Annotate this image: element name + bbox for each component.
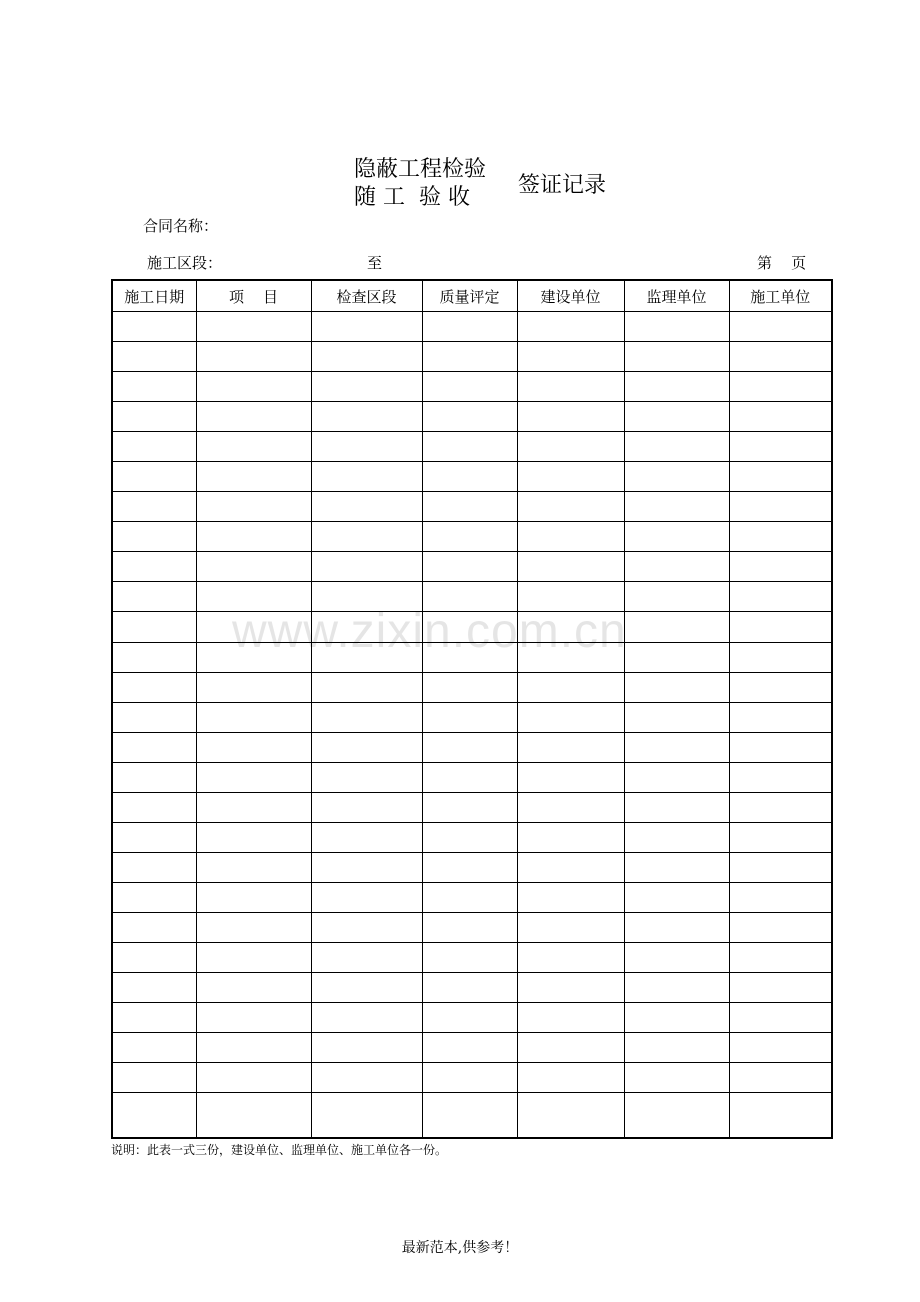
table-cell[interactable] — [112, 1003, 196, 1033]
table-cell[interactable] — [196, 432, 311, 462]
table-cell[interactable] — [422, 432, 517, 462]
table-row — [112, 973, 832, 1003]
table-cell[interactable] — [729, 1033, 832, 1063]
table-cell[interactable] — [112, 792, 196, 822]
table-cell[interactable] — [196, 852, 311, 882]
table-cell[interactable] — [624, 1033, 729, 1063]
table-cell[interactable] — [517, 462, 624, 492]
table-cell[interactable] — [729, 702, 832, 732]
table-cell[interactable] — [196, 702, 311, 732]
header-item: 项 目 — [196, 280, 311, 312]
table-cell[interactable] — [517, 1033, 624, 1063]
table-cell[interactable] — [422, 882, 517, 912]
table-cell[interactable] — [311, 492, 422, 522]
table-cell[interactable] — [729, 672, 832, 702]
table-cell[interactable] — [624, 1003, 729, 1033]
table-cell[interactable] — [422, 552, 517, 582]
table-row — [112, 402, 832, 432]
table-cell[interactable] — [517, 642, 624, 672]
table-cell[interactable] — [196, 1033, 311, 1063]
table-row — [112, 852, 832, 882]
table-cell[interactable] — [624, 852, 729, 882]
table-cell[interactable] — [517, 762, 624, 792]
table-cell[interactable] — [517, 672, 624, 702]
table-cell[interactable] — [311, 702, 422, 732]
table-row — [112, 672, 832, 702]
table-cell[interactable] — [112, 852, 196, 882]
note-text: 说明：此表一式三份，建设单位、监理单位、施工单位各一份。 — [111, 1143, 448, 1157]
table-cell[interactable] — [729, 582, 832, 612]
table-cell[interactable] — [517, 402, 624, 432]
table-cell[interactable] — [112, 522, 196, 552]
table-cell[interactable] — [422, 312, 517, 342]
table-cell[interactable] — [517, 342, 624, 372]
table-cell[interactable] — [624, 312, 729, 342]
table-cell[interactable] — [624, 732, 729, 762]
table-cell[interactable] — [517, 612, 624, 642]
table-cell[interactable] — [624, 822, 729, 852]
table-cell[interactable] — [311, 582, 422, 612]
table-cell[interactable] — [729, 732, 832, 762]
table-row — [112, 822, 832, 852]
table-cell[interactable] — [196, 672, 311, 702]
table-cell[interactable] — [311, 822, 422, 852]
table-row — [112, 792, 832, 822]
table-row — [112, 912, 832, 942]
table-cell[interactable] — [311, 792, 422, 822]
table-cell[interactable] — [624, 973, 729, 1003]
table-cell[interactable] — [112, 973, 196, 1003]
table-cell[interactable] — [624, 342, 729, 372]
form-title — [354, 152, 624, 212]
table-cell[interactable] — [422, 942, 517, 972]
table-cell[interactable] — [311, 642, 422, 672]
table-cell[interactable] — [311, 942, 422, 972]
table-cell[interactable] — [624, 672, 729, 702]
table-cell[interactable] — [311, 1063, 422, 1093]
table-cell[interactable] — [311, 342, 422, 372]
table-cell[interactable] — [311, 672, 422, 702]
table-cell[interactable] — [196, 462, 311, 492]
table-cell[interactable] — [112, 672, 196, 702]
table-row — [112, 492, 832, 522]
table-row — [112, 762, 832, 792]
table-cell[interactable] — [422, 612, 517, 642]
table-cell[interactable] — [112, 732, 196, 762]
table-cell[interactable] — [517, 1063, 624, 1093]
section-label: 施工区段： — [147, 254, 223, 272]
title-line-1: 隐蔽工程检验 — [354, 157, 487, 182]
header-section: 检查区段 — [311, 280, 422, 312]
footer-text: 最新范本,供参考！ — [401, 1240, 519, 1256]
table-cell[interactable] — [196, 312, 311, 342]
table-cell[interactable] — [196, 942, 311, 972]
header-owner: 建设单位 — [517, 280, 624, 312]
table-cell[interactable] — [729, 912, 832, 942]
table-cell[interactable] — [112, 942, 196, 972]
table-cell[interactable] — [517, 582, 624, 612]
table-cell[interactable] — [112, 882, 196, 912]
table-cell[interactable] — [311, 522, 422, 552]
table-cell[interactable] — [112, 762, 196, 792]
table-row — [112, 312, 832, 342]
table-cell[interactable] — [624, 402, 729, 432]
table-cell[interactable] — [729, 942, 832, 972]
table-cell[interactable] — [196, 552, 311, 582]
table-cell[interactable] — [112, 402, 196, 432]
table-cell[interactable] — [112, 432, 196, 462]
table-cell[interactable] — [729, 372, 832, 402]
table-cell[interactable] — [624, 762, 729, 792]
table-cell[interactable] — [196, 912, 311, 942]
table-cell[interactable] — [196, 822, 311, 852]
table-cell[interactable] — [422, 912, 517, 942]
table-row — [112, 882, 832, 912]
table-cell[interactable] — [422, 1063, 517, 1093]
table-cell[interactable] — [624, 642, 729, 672]
table-cell[interactable] — [196, 642, 311, 672]
table-cell[interactable] — [422, 672, 517, 702]
table-cell[interactable] — [422, 462, 517, 492]
table-cell[interactable] — [729, 462, 832, 492]
table-cell[interactable] — [729, 882, 832, 912]
table-cell[interactable] — [517, 312, 624, 342]
table-cell[interactable] — [112, 1093, 196, 1138]
table-cell[interactable] — [422, 792, 517, 822]
table-cell[interactable] — [112, 552, 196, 582]
table-cell[interactable] — [112, 312, 196, 342]
table-cell[interactable] — [422, 372, 517, 402]
header-contractor: 施工单位 — [729, 280, 832, 312]
table-cell[interactable] — [311, 882, 422, 912]
table-cell[interactable] — [517, 912, 624, 942]
table-row — [112, 702, 832, 732]
inspection-record-table — [111, 279, 833, 1139]
table-cell[interactable] — [729, 312, 832, 342]
table-row — [112, 1003, 832, 1033]
table-cell[interactable] — [112, 822, 196, 852]
table-cell[interactable] — [422, 762, 517, 792]
table-cell[interactable] — [624, 432, 729, 462]
table-cell[interactable] — [196, 402, 311, 432]
table-cell[interactable] — [517, 1003, 624, 1033]
table-cell[interactable] — [729, 492, 832, 522]
table-cell[interactable] — [624, 552, 729, 582]
table-cell[interactable] — [624, 942, 729, 972]
table-cell[interactable] — [311, 612, 422, 642]
table-row — [112, 432, 832, 462]
table-cell[interactable] — [112, 372, 196, 402]
table-cell[interactable] — [112, 912, 196, 942]
table-cell[interactable] — [517, 1093, 624, 1138]
table-cell[interactable] — [196, 492, 311, 522]
to-label: 至 — [367, 254, 383, 272]
table-cell[interactable] — [624, 372, 729, 402]
table-row — [112, 462, 832, 492]
table-cell[interactable] — [311, 1033, 422, 1063]
table-cell[interactable] — [112, 1033, 196, 1063]
table-cell[interactable] — [422, 973, 517, 1003]
table-cell[interactable] — [311, 762, 422, 792]
table-row — [112, 942, 832, 972]
table-cell[interactable] — [624, 492, 729, 522]
table-cell[interactable] — [517, 732, 624, 762]
table-cell[interactable] — [196, 882, 311, 912]
table-cell[interactable] — [517, 522, 624, 552]
table-cell[interactable] — [729, 522, 832, 552]
table-row — [112, 522, 832, 552]
table-cell[interactable] — [422, 1003, 517, 1033]
table-cell[interactable] — [729, 792, 832, 822]
table-cell[interactable] — [517, 852, 624, 882]
table-cell[interactable] — [422, 1033, 517, 1063]
table-cell[interactable] — [196, 762, 311, 792]
table-cell[interactable] — [196, 372, 311, 402]
table-cell[interactable] — [729, 1063, 832, 1093]
table-cell[interactable] — [517, 942, 624, 972]
table-cell[interactable] — [624, 522, 729, 552]
table-cell[interactable] — [196, 582, 311, 612]
table-cell[interactable] — [729, 552, 832, 582]
table-cell[interactable] — [624, 612, 729, 642]
table-cell[interactable] — [517, 432, 624, 462]
table-cell[interactable] — [196, 522, 311, 552]
table-row — [112, 1063, 832, 1093]
table-cell[interactable] — [517, 492, 624, 522]
table-cell[interactable] — [624, 912, 729, 942]
table-cell[interactable] — [729, 342, 832, 372]
table-cell[interactable] — [422, 492, 517, 522]
table-cell[interactable] — [112, 462, 196, 492]
table-row — [112, 582, 832, 612]
table-cell[interactable] — [624, 462, 729, 492]
table-cell[interactable] — [729, 402, 832, 432]
table-cell[interactable] — [112, 612, 196, 642]
table-cell[interactable] — [517, 882, 624, 912]
table-cell[interactable] — [112, 492, 196, 522]
table-cell[interactable] — [729, 762, 832, 792]
page-number-label: 第 页 — [757, 254, 807, 272]
table-cell[interactable] — [729, 1003, 832, 1033]
header-date: 施工日期 — [112, 280, 196, 312]
title-suffix: 签证记录 — [518, 173, 607, 198]
table-cell[interactable] — [624, 1093, 729, 1138]
table-cell[interactable] — [196, 792, 311, 822]
table-cell[interactable] — [422, 642, 517, 672]
table-cell[interactable] — [311, 973, 422, 1003]
table-cell[interactable] — [311, 552, 422, 582]
table-cell[interactable] — [196, 1003, 311, 1033]
table-cell[interactable] — [624, 582, 729, 612]
table-row — [112, 342, 832, 372]
table-cell[interactable] — [729, 612, 832, 642]
table-cell[interactable] — [422, 522, 517, 552]
table-cell[interactable] — [422, 402, 517, 432]
table-cell[interactable] — [517, 822, 624, 852]
table-cell[interactable] — [422, 852, 517, 882]
table-cell[interactable] — [517, 552, 624, 582]
table-cell[interactable] — [517, 372, 624, 402]
title-line-2: 随 工 验 收 — [354, 185, 470, 210]
table-cell[interactable] — [311, 402, 422, 432]
header-quality: 质量评定 — [422, 280, 517, 312]
table-cell[interactable] — [311, 1003, 422, 1033]
watermark: www.zixin.com.cn — [232, 605, 627, 658]
table-cell[interactable] — [311, 852, 422, 882]
table-cell[interactable] — [112, 582, 196, 612]
table-cell[interactable] — [422, 702, 517, 732]
table-cell[interactable] — [311, 912, 422, 942]
table-cell[interactable] — [624, 882, 729, 912]
table-cell[interactable] — [729, 822, 832, 852]
table-cell[interactable] — [422, 1093, 517, 1138]
table-cell[interactable] — [196, 973, 311, 1003]
table-cell[interactable] — [112, 702, 196, 732]
table-cell[interactable] — [112, 642, 196, 672]
table-row — [112, 372, 832, 402]
table-cell[interactable] — [422, 582, 517, 612]
table-cell[interactable] — [196, 1063, 311, 1093]
table-cell[interactable] — [196, 732, 311, 762]
table-cell[interactable] — [517, 973, 624, 1003]
table-cell[interactable] — [196, 1093, 311, 1138]
contract-name-label: 合同名称： — [143, 217, 219, 235]
table-cell[interactable] — [729, 432, 832, 462]
table-row — [112, 1033, 832, 1063]
table-header-row — [112, 280, 832, 312]
table-cell[interactable] — [311, 372, 422, 402]
table-cell[interactable] — [422, 732, 517, 762]
table-row — [112, 612, 832, 642]
table-cell[interactable] — [729, 973, 832, 1003]
table-row — [112, 1093, 832, 1138]
table-cell[interactable] — [311, 432, 422, 462]
table-row — [112, 642, 832, 672]
header-supervisor: 监理单位 — [624, 280, 729, 312]
table-cell[interactable] — [624, 792, 729, 822]
table-cell[interactable] — [196, 612, 311, 642]
table-cell[interactable] — [311, 462, 422, 492]
table-cell[interactable] — [517, 792, 624, 822]
table-cell[interactable] — [422, 342, 517, 372]
table-cell[interactable] — [624, 702, 729, 732]
table-cell[interactable] — [624, 1063, 729, 1093]
table-cell[interactable] — [517, 702, 624, 732]
table-cell[interactable] — [729, 642, 832, 672]
table-cell[interactable] — [311, 1093, 422, 1138]
table-row — [112, 552, 832, 582]
table-cell[interactable] — [196, 342, 311, 372]
table-cell[interactable] — [422, 822, 517, 852]
table-cell[interactable] — [729, 852, 832, 882]
table-cell[interactable] — [311, 732, 422, 762]
table-cell[interactable] — [729, 1093, 832, 1138]
table-cell[interactable] — [112, 342, 196, 372]
table-cell[interactable] — [311, 312, 422, 342]
table-row — [112, 732, 832, 762]
table-cell[interactable] — [112, 1063, 196, 1093]
